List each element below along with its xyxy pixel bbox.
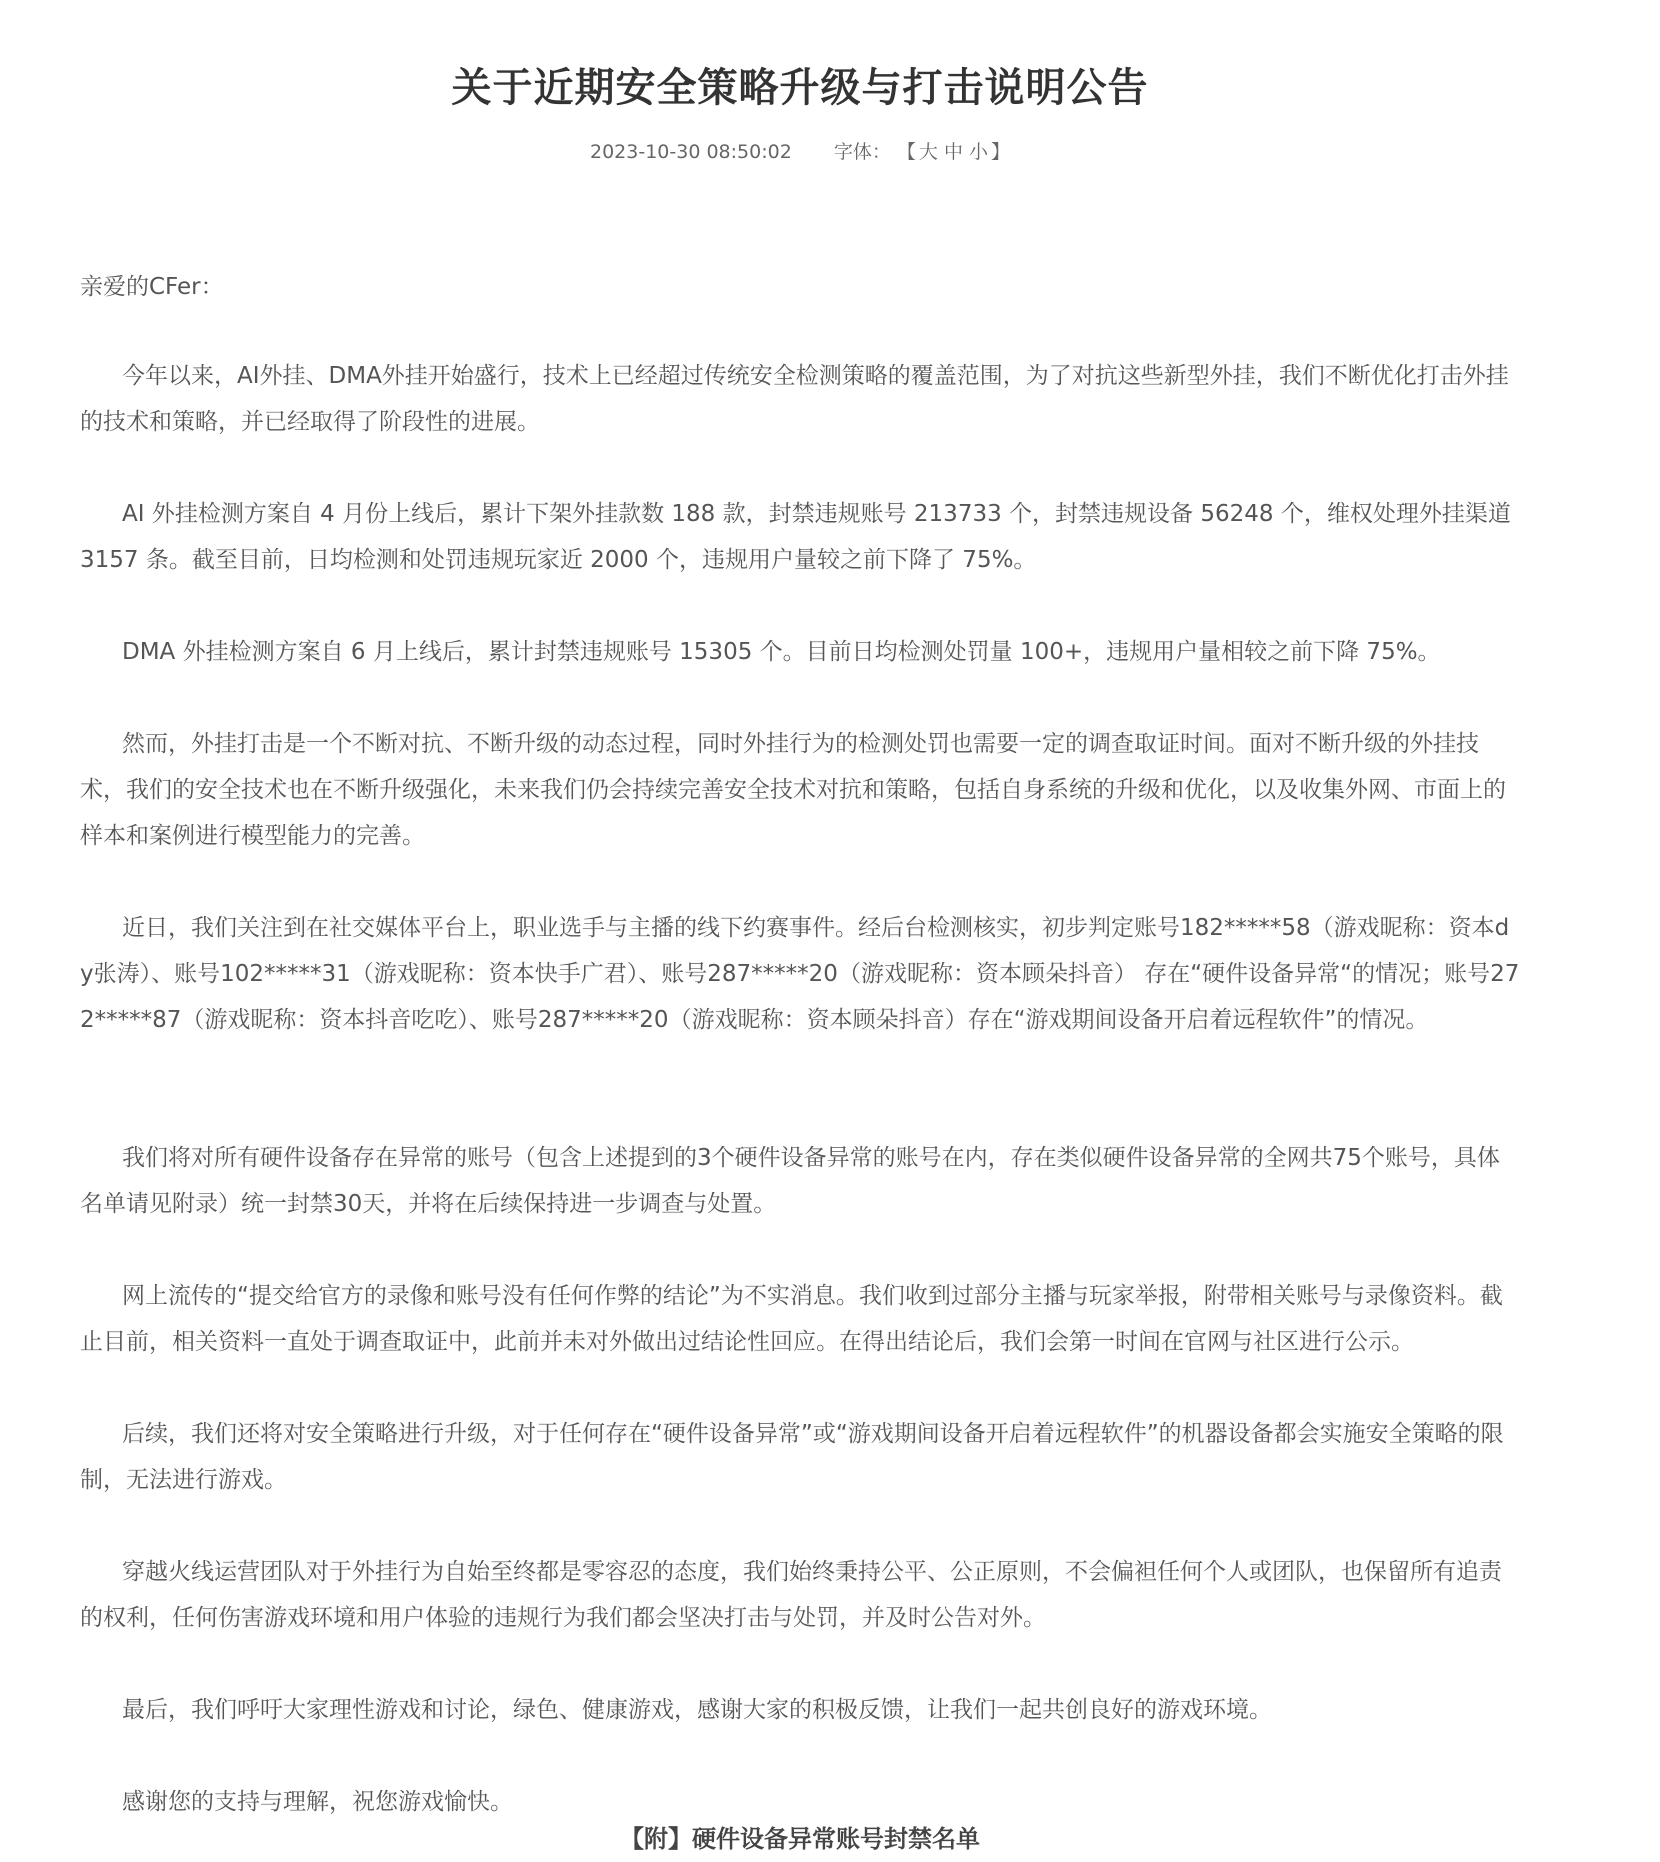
paragraph-3: DMA 外挂检测方案自 6 月上线后，累计封禁违规账号 15305 个。目前日均检测处罚量 100+，违规用户量相较之前下降 75%。 — [122, 639, 1441, 665]
paragraph-7: 网上流传的“提交给官方的录像和账号没有任何作弊的结论”为不实消息。我们收到过部分主播与玩家举报，附带相关账号与录像资料。截止目前，相关资料一直处于调查取证中，此前并未对外做出过结论性回应。在得出结论后，我们会第一时间在官网与社区进行公示。 — [80, 1283, 1503, 1355]
font-size-label: 字体： — [833, 141, 891, 163]
font-size-bracket-open: 【 — [896, 141, 916, 163]
appendix-heading: 【附】硬件设备异常账号封禁名单 — [620, 1825, 980, 1853]
font-size-medium-link[interactable]: 中 — [943, 141, 963, 163]
paragraph-10: 最后，我们呼吁大家理性游戏和讨论，绿色、健康游戏，感谢大家的积极反馈，让我们一起共创良好的游戏环境。 — [122, 1697, 1272, 1723]
paragraph-6: 我们将对所有硬件设备存在异常的账号（包含上述提到的3个硬件设备异常的账号在内，存在类似硬件设备异常的全网共75个账号，具体名单请见附录）统一封禁30天，并将在后续保持进一步调查与处置。 — [80, 1145, 1500, 1217]
paragraph-1: 今年以来，AI外挂、DMA外挂开始盛行，技术上已经超过传统安全检测策略的覆盖范围，为了对抗这些新型外挂，我们不断优化打击外挂的技术和策略，并已经取得了阶段性的进展。 — [80, 363, 1509, 435]
paragraph-8: 后续，我们还将对安全策略进行升级，对于任何存在“硬件设备异常”或“游戏期间设备开启着远程软件”的机器设备都会实施安全策略的限制，无法进行游戏。 — [80, 1421, 1504, 1493]
article — [80, 0, 1520, 1853]
publish-datetime: 2023-10-30 08:50:02 — [590, 141, 792, 163]
greeting: 亲爱的CFer： — [80, 274, 224, 300]
paragraph-11: 感谢您的支持与理解，祝您游戏愉快。 — [122, 1789, 513, 1815]
paragraph-4: 然而，外挂打击是一个不断对抗、不断升级的动态过程，同时外挂行为的检测处罚也需要一定的调查取证时间。面对不断升级的外挂技术，我们的安全技术也在不断升级强化，未来我们仍会持续完善安全技术对抗和策略，包括自身系统的升级和优化，以及收集外网、市面上的样本和案例进行模型能力的完善。 — [80, 731, 1506, 849]
paragraph-5: 近日，我们关注到在社交媒体平台上，职业选手与主播的线下约赛事件。经后台检测核实，初步判定账号182*****58（游戏昵称：资本dy张涛）、账号102*****31（游戏昵称：资本快手广君）、账号287*****20（游戏昵称：资本顾朵抖音） 存在“硬件设备异常“的情况；账号272*****87（游戏昵称：资本抖音吃吃）、账号287*****20（游戏昵称：资本顾朵抖音）存在“游戏期间设备开启着远程软件”的情况。 — [80, 915, 1520, 1033]
paragraph-9: 穿越火线运营团队对于外挂行为自始至终都是零容忍的态度，我们始终秉持公平、公正原则，不会偏袒任何个人或团队，也保留所有追责的权利，任何伤害游戏环境和用户体验的违规行为我们都会坚决打击与处罚，并及时公告对外。 — [80, 1559, 1502, 1631]
font-size-large-link[interactable]: 大 — [918, 141, 938, 163]
font-size-small-link[interactable]: 小 — [968, 141, 988, 163]
font-size-bracket-close: 】 — [990, 141, 1010, 163]
article-meta — [80, 138, 1520, 166]
paragraph-2: AI 外挂检测方案自 4 月份上线后，累计下架外挂款数 188 款，封禁违规账号 213733 个，封禁违规设备 56248 个，维权处理外挂渠道 3157 条。截至目前，日均检测和处罚违规玩家近 2000 个，违规用户量较之前下降了 75%。 — [80, 501, 1511, 573]
article-title: 关于近期安全策略升级与打击说明公告 — [451, 65, 1149, 111]
